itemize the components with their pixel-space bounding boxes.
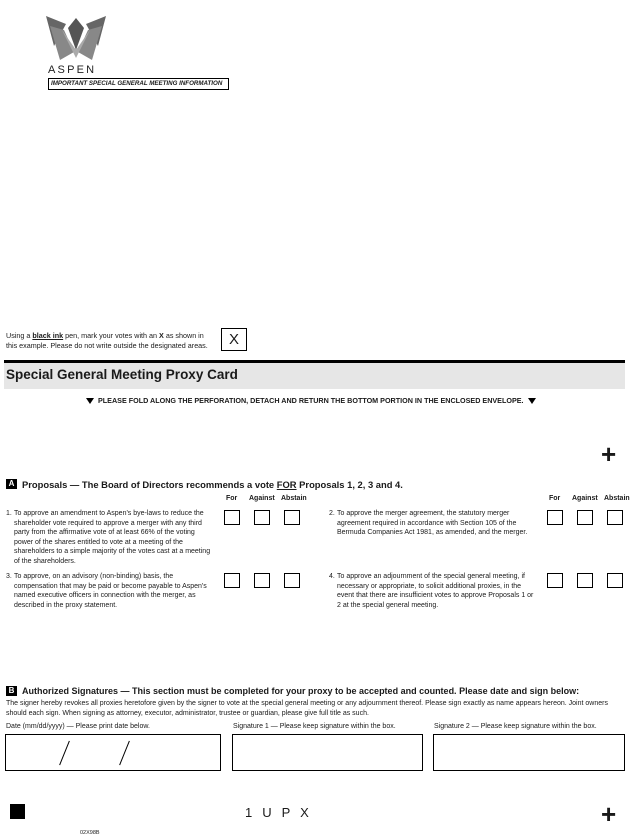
proposal-1-against-checkbox[interactable] [254,510,270,525]
proposal-1: 1. To approve an amendment to Aspen's bye-laws to reduce the shareholder vote required to approve a merger with any third party from the affirmative vote of at least 66% of the voting power of the shares entitled to vote at a meeting of the shareholders to a simple majority of the votes cast at a meeting of the shareholders. [6,510,211,565]
fold-instruction: PLEASE FOLD ALONG THE PERFORATION, DETACH AND RETURN THE BOTTOM PORTION IN THE ENCLOSED ENVELOPE. [86,396,536,405]
registration-plus-mark: + [601,439,617,469]
date-separator [119,741,130,766]
date-field[interactable] [5,734,221,771]
section-b-icon: B [6,686,17,696]
registration-plus-mark: + [601,799,617,829]
proposal-3-for-checkbox[interactable] [224,573,240,588]
section-a-icon: A [6,479,17,489]
signature-1-field[interactable] [232,734,423,771]
registration-square-mark [10,804,25,819]
document-code: 02X98B [80,830,100,836]
signature-instructions: The signer hereby revokes all proxies heretofore given by the signer to vote at the special general meeting or any adjournment thereof. Please sign exactly as name appears hereon. Joint owners should each sign. When signing as attorney, executor, administrator, trustee or guardian, please give full title as such. [6,700,608,717]
proposal-2: 2. To approve the merger agreement, the statutory merger agreement required in accordance with Section 105 of the Bermuda Companies Act 1981, as amended, and the merger. [329,510,528,537]
proposal-4: 4. To approve an adjournment of the special general meeting, if necessary or appropriate, to solicit additional proxies, in the event that there are insufficient votes to approve Proposals 1 or 2 at the special general meeting. [329,573,534,609]
proposal-3: 3. To approve, on an advisory (non-binding) basis, the compensation that may be paid or become payable to Aspen's named executive officers in connection with the merger, as described in the proxy statement. [6,573,207,609]
col-header-for: For [226,495,238,502]
proposal-2-for-checkbox[interactable] [547,510,563,525]
proposal-4-against-checkbox[interactable] [577,573,593,588]
proposal-2-abstain-checkbox[interactable] [607,510,623,525]
form-code: 1 U P X [245,805,312,820]
col-header-abstain: Abstain [604,495,630,502]
section-a-title: Proposals — The Board of Directors recommends a vote FOR Proposals 1, 2, 3 and 4. [22,479,403,490]
col-header-abstain: Abstain [281,495,307,502]
signature-2-label: Signature 2 — Please keep signature within the box. [434,723,597,730]
proposal-1-abstain-checkbox[interactable] [284,510,300,525]
proposal-1-for-checkbox[interactable] [224,510,240,525]
proposal-4-for-checkbox[interactable] [547,573,563,588]
aspen-logo [44,12,108,62]
card-title: Special General Meeting Proxy Card [6,367,238,382]
proposal-4-abstain-checkbox[interactable] [607,573,623,588]
date-field-label: Date (mm/dd/yyyy) — Please print date below. [6,723,150,730]
brand-name: ASPEN [48,64,97,76]
fold-arrow-icon [528,398,536,404]
proposal-3-against-checkbox[interactable] [254,573,270,588]
section-b-title: Authorized Signatures — This section must be completed for your proxy to be accepted and counted. Please date and sign below: [22,686,580,696]
date-separator [59,741,70,766]
proposal-3-abstain-checkbox[interactable] [284,573,300,588]
col-header-against: Against [249,495,275,502]
fold-arrow-icon [86,398,94,404]
signature-1-label: Signature 1 — Please keep signature within the box. [233,723,396,730]
marking-instructions: Using a black ink pen, mark your votes with an X as shown in this example. Please do not write outside the designated areas. [6,331,208,350]
example-mark-box: X [221,328,247,351]
proposal-2-against-checkbox[interactable] [577,510,593,525]
col-header-for: For [549,495,561,502]
col-header-against: Against [572,495,598,502]
meeting-notice: IMPORTANT SPECIAL GENERAL MEETING INFORMATION [48,78,229,90]
signature-2-field[interactable] [433,734,625,771]
